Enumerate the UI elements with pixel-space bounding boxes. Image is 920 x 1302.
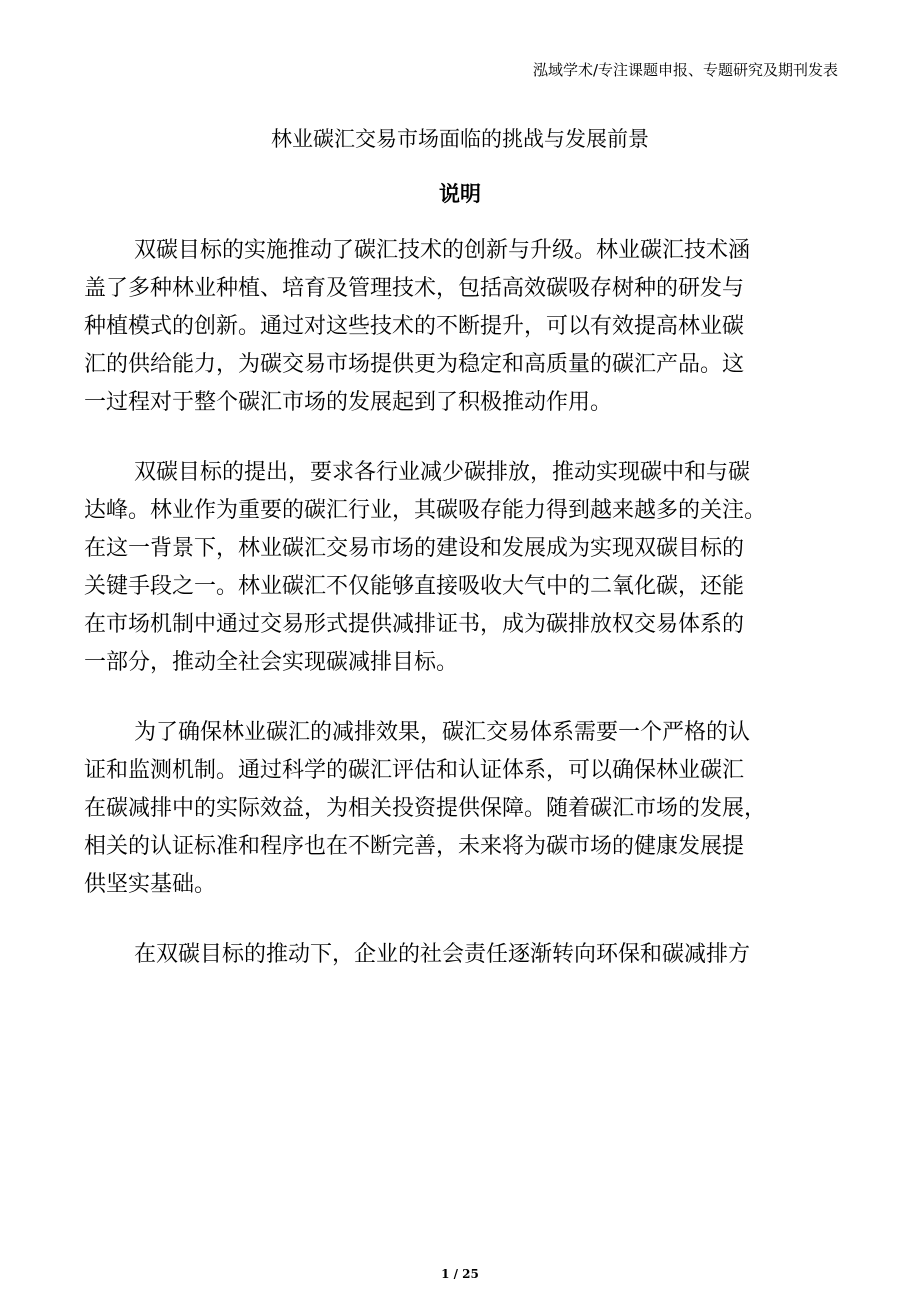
paragraph-line: 关键手段之一。林业碳汇不仅能够直接吸收大气中的二氧化碳，还能 bbox=[84, 574, 745, 599]
paragraph-line: 供坚实基础。 bbox=[84, 872, 217, 897]
document-body bbox=[84, 232, 836, 1006]
paragraph-4 bbox=[84, 936, 836, 974]
page-number: 1 / 25 bbox=[441, 1267, 479, 1281]
document-title: 林业碳汇交易市场面临的挑战与发展前景 bbox=[271, 127, 649, 151]
paragraph-line: 盖了多种林业种植、培育及管理技术，包括高效碳吸存树种的研发与 bbox=[84, 276, 745, 301]
paragraph-line: 汇的供给能力，为碳交易市场提供更为稳定和高质量的碳汇产品。这 bbox=[84, 352, 745, 377]
paragraph-line: 一过程对于整个碳汇市场的发展起到了积极推动作用。 bbox=[84, 390, 613, 415]
paragraph-line: 证和监测机制。通过科学的碳汇评估和认证体系，可以确保林业碳汇 bbox=[84, 758, 745, 783]
paragraph-3 bbox=[84, 714, 836, 904]
paragraph-line: 一部分，推动全社会实现碳减排目标。 bbox=[84, 650, 459, 675]
paragraph-line: 达峰。林业作为重要的碳汇行业，其碳吸存能力得到越来越多的关注。 bbox=[84, 498, 767, 523]
paragraph-line: 相关的认证标准和程序也在不断完善，未来将为碳市场的健康发展提 bbox=[84, 834, 745, 859]
paragraph-line: 双碳目标的提出，要求各行业减少碳排放，推动实现碳中和与碳 bbox=[134, 460, 751, 485]
header-note: 泓域学术/专注课题申报、专题研究及期刊发表 bbox=[532, 61, 838, 79]
paragraph-line: 在双碳目标的推动下，企业的社会责任逐渐转向环保和碳减排方 bbox=[134, 942, 751, 967]
section-heading: 说明 bbox=[439, 182, 481, 206]
paragraph-line: 在这一背景下，林业碳汇交易市场的建设和发展成为实现双碳目标的 bbox=[84, 536, 745, 561]
paragraph-line: 在市场机制中通过交易形式提供减排证书，成为碳排放权交易体系的 bbox=[84, 612, 745, 637]
paragraph-2 bbox=[84, 454, 836, 682]
paragraph-line: 在碳减排中的实际效益，为相关投资提供保障。随着碳汇市场的发展， bbox=[84, 796, 767, 821]
paragraph-line: 种植模式的创新。通过对这些技术的不断提升，可以有效提高林业碳 bbox=[84, 314, 745, 339]
paragraph-1 bbox=[84, 232, 836, 422]
paragraph-line: 为了确保林业碳汇的减排效果，碳汇交易体系需要一个严格的认 bbox=[134, 720, 751, 745]
paragraph-line: 双碳目标的实施推动了碳汇技术的创新与升级。林业碳汇技术涵 bbox=[134, 238, 751, 263]
